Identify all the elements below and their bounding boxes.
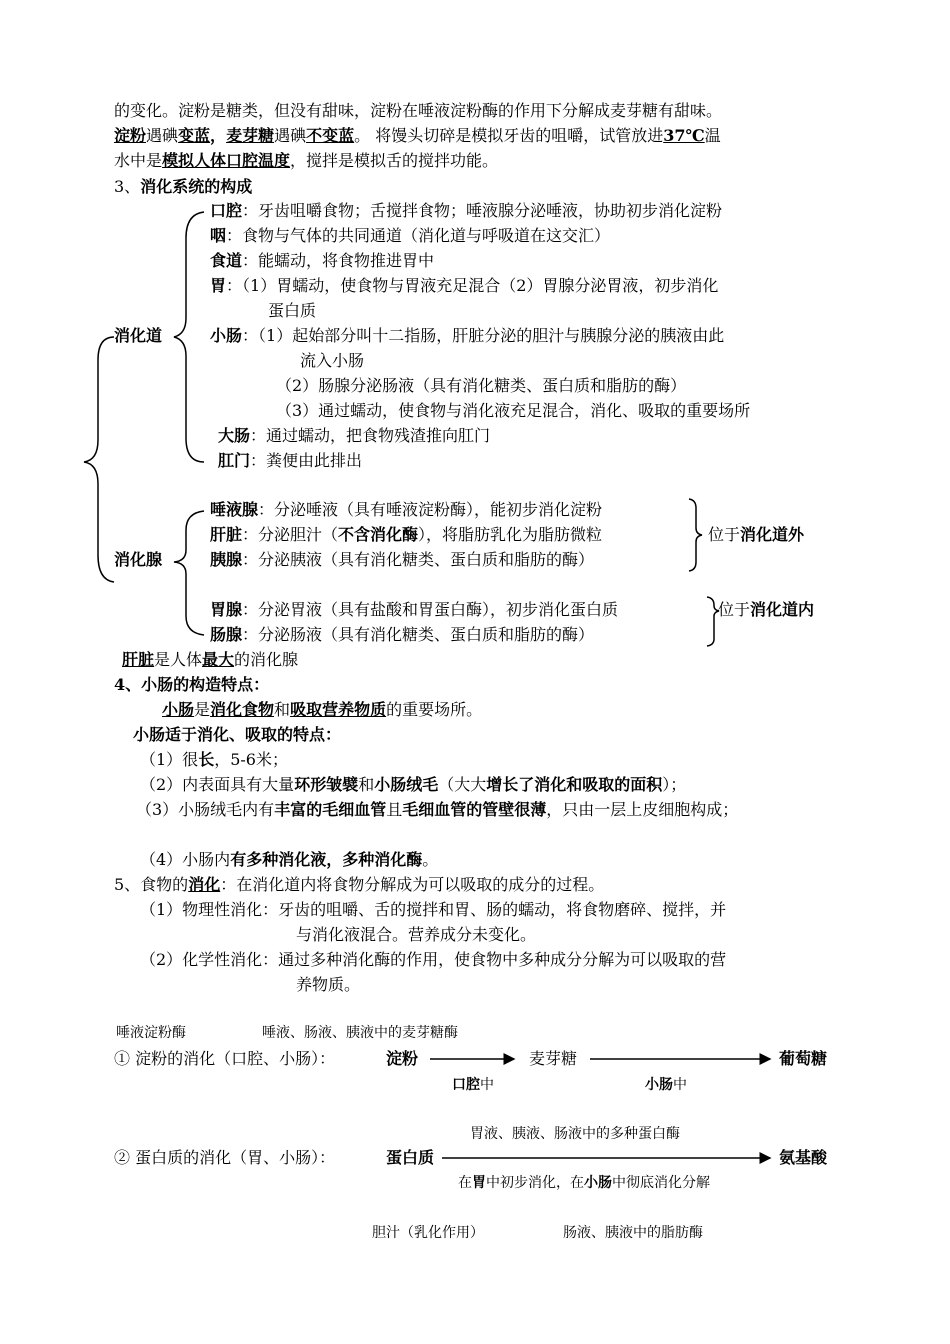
organ-text: ：牙齿咀嚼食物；舌搅拌食物；唾液腺分泌唾液，协助初步消化淀粉	[242, 201, 723, 220]
text: 中初步消化，在	[486, 1175, 584, 1191]
organ-text: ：粪便由此排出	[250, 451, 363, 470]
text: （3）小肠绒毛内有	[136, 800, 275, 819]
text: 水中是	[114, 151, 163, 170]
section-number: 3、	[114, 177, 141, 196]
enzyme-saliva-amylase: 唾液淀粉酶	[116, 1025, 186, 1041]
not-blue: 不变蓝	[306, 126, 355, 145]
text: 和	[358, 775, 375, 794]
no-enzyme: 不含消化酶	[338, 525, 419, 544]
maltose-intermediate: 麦芽糖	[529, 1049, 578, 1068]
text: 消化道内	[750, 600, 815, 619]
term: 消化食物	[210, 700, 275, 719]
text: 是	[194, 700, 211, 719]
glucose-product: 葡萄糖	[779, 1049, 828, 1068]
small-intestine-line-4: （3）通过蠕动，使食物与消化液充足混合，消化、吸取的重要场所	[276, 401, 751, 420]
physical-digestion-2: 与消化液混合。营养成分未变化。	[296, 925, 537, 944]
organ-name: 口腔	[210, 201, 243, 220]
text: 增长了消化和吸取的面积	[486, 775, 663, 794]
text: 的重要场所。	[386, 700, 483, 719]
text: 遇碘	[146, 126, 179, 145]
text: 且	[386, 800, 403, 819]
comma: ，	[210, 126, 227, 145]
organ-name: 食道	[210, 251, 243, 270]
text: 小肠绒毛	[374, 775, 439, 794]
turns-blue: 变蓝	[178, 126, 211, 145]
gland-name: 胰腺	[210, 550, 243, 569]
largest: 最大	[202, 650, 235, 669]
section-4-heading: 4、小肠的构造特点：	[114, 675, 270, 694]
stomach-line-2: 蛋白质	[268, 301, 317, 320]
organ-name: 小肠	[210, 326, 243, 345]
temperature: 37℃	[663, 126, 705, 145]
maltose-term: 麦芽糖	[226, 126, 275, 145]
amino-acid-product: 氨基酸	[779, 1148, 828, 1167]
text: （2）内表面具有大量	[140, 775, 295, 794]
text: 丰富的毛细血管	[274, 800, 387, 819]
brace-tract	[174, 212, 204, 462]
text: （大大	[438, 775, 487, 794]
text: ，5-6米；	[214, 750, 288, 769]
chemical-digestion-2: 养物质。	[296, 975, 361, 994]
text: 有多种消化液，多种消化酶	[230, 850, 423, 869]
organ-name: 大肠	[218, 426, 251, 445]
tract-label: 消化道	[114, 326, 163, 345]
brace-outside	[689, 499, 702, 571]
liver-term: 肝脏	[122, 650, 155, 669]
gland-name: 唾液腺	[210, 500, 259, 519]
gland-text: ：分泌唾液（具有唾液淀粉酶），能初步消化淀粉	[258, 500, 603, 519]
text: 遇碘	[274, 126, 307, 145]
gland-name: 胃腺	[210, 600, 243, 619]
brace-system	[84, 337, 114, 582]
gland-text: ），将脂肪乳化为脂肪微粒	[418, 525, 603, 544]
digestion-term: 消化	[188, 875, 221, 894]
term: 小肠	[162, 700, 195, 719]
text: 温	[704, 126, 721, 145]
text: 位于	[708, 525, 741, 544]
intro-line-1: 的变化。淀粉是糖类，但没有甜味，淀粉在唾液淀粉酶的作用下分解成麦芽糖有甜味。	[114, 101, 723, 120]
text: 是人体	[154, 650, 203, 669]
text: ，搅拌是模拟舌的搅拌功能。	[290, 151, 499, 170]
organ-text: ：（1）胃蠕动，使食物与胃液充足混合（2）胃腺分泌胃液，初步消化	[226, 276, 719, 295]
small-intestine-line-3: （2）肠腺分泌肠液（具有消化糖类、蛋白质和脂肪的酶）	[276, 376, 687, 395]
text: 位于	[718, 600, 751, 619]
gland-label: 消化腺	[114, 550, 163, 569]
gland-text: ：分泌胆汁（	[242, 525, 339, 544]
chemical-digestion: （2）化学性消化：通过多种消化酶的作用，使食物中多种成分分解为可以吸取的营	[140, 950, 727, 969]
text: （1）很	[140, 750, 199, 769]
text: 毛细血管的管壁很薄	[402, 800, 547, 819]
text: 消化道外	[740, 525, 805, 544]
features-heading: 小肠适于消化、吸取的特点：	[133, 725, 342, 744]
gland-name: 肠腺	[210, 625, 243, 644]
brace-glands	[174, 511, 204, 635]
gland-text: ：分泌肠液（具有消化糖类、蛋白质和脂肪的酶）	[242, 625, 595, 644]
organ-text: ：（1）起始部分叫十二指肠，肝脏分泌的胆汁与胰腺分泌的胰液由此	[242, 326, 725, 345]
gland-text: ：分泌胃液（具有盐酸和胃蛋白酶），初步消化蛋白质	[242, 600, 619, 619]
text: 口腔	[452, 1077, 480, 1093]
gland-name: 肝脏	[210, 525, 243, 544]
text: 和	[274, 700, 291, 719]
text: 环形皱襞	[294, 775, 359, 794]
text: 胃	[472, 1175, 486, 1191]
text: 5、食物的	[114, 875, 189, 894]
text: 长	[198, 750, 215, 769]
bile-note: 胆汁（乳化作用）	[372, 1225, 484, 1241]
text: 的消化腺	[234, 650, 299, 669]
organ-name: 肛门	[218, 451, 251, 470]
text: （4）小肠内	[140, 850, 231, 869]
text: 中彻底消化分解	[612, 1175, 710, 1191]
text: ）；	[662, 775, 687, 794]
text: 小肠	[584, 1175, 612, 1191]
text: ：在消化道内将食物分解成为可以吸取的成分的过程。	[220, 875, 605, 894]
physical-digestion: （1）物理性消化：牙齿的咀嚼、舌的搅拌和胃、肠的蠕动，将食物磨碎、搅拌，并	[140, 900, 727, 919]
organ-text: ：食物与气体的共同通道（消化道与呼吸道在这交汇）	[226, 226, 611, 245]
text: 中	[480, 1077, 494, 1093]
mouth-temp: 模拟人体口腔温度	[162, 151, 291, 170]
starch-digestion-label: ① 淀粉的消化（口腔、小肠）：	[114, 1049, 336, 1068]
text: 在	[458, 1175, 472, 1191]
term: 吸取营养物质	[290, 700, 387, 719]
organ-text: ：能蠕动，将食物推进胃中	[242, 251, 435, 270]
protein-substrate: 蛋白质	[386, 1148, 435, 1167]
enzyme-protease: 胃液、胰液、肠液中的多种蛋白酶	[470, 1126, 680, 1142]
section-title: 消化系统的构成	[140, 177, 253, 196]
starch-substrate: 淀粉	[386, 1049, 419, 1068]
text: 小肠	[645, 1077, 673, 1093]
gland-text: ：分泌胰液（具有消化糖类、蛋白质和脂肪的酶）	[242, 550, 595, 569]
protein-digestion-label: ② 蛋白质的消化（胃、小肠）：	[114, 1148, 336, 1167]
organ-name: 咽	[210, 226, 227, 245]
text: ，只由一层上皮细胞构成；	[546, 800, 739, 819]
text: 。	[422, 850, 439, 869]
organ-text: ：通过蠕动，把食物残渣推向肛门	[250, 426, 491, 445]
small-intestine-line-2: 流入小肠	[300, 351, 365, 370]
starch-term: 淀粉	[114, 126, 147, 145]
text: 。 将馒头切碎是模拟牙齿的咀嚼，试管放进	[354, 126, 664, 145]
organ-name: 胃	[210, 276, 227, 295]
lipase-note: 肠液、胰液中的脂肪酶	[563, 1225, 703, 1241]
brace-inside	[707, 597, 719, 646]
enzyme-maltase: 唾液、肠液、胰液中的麦芽糖酶	[262, 1025, 458, 1041]
text: 中	[673, 1077, 687, 1093]
